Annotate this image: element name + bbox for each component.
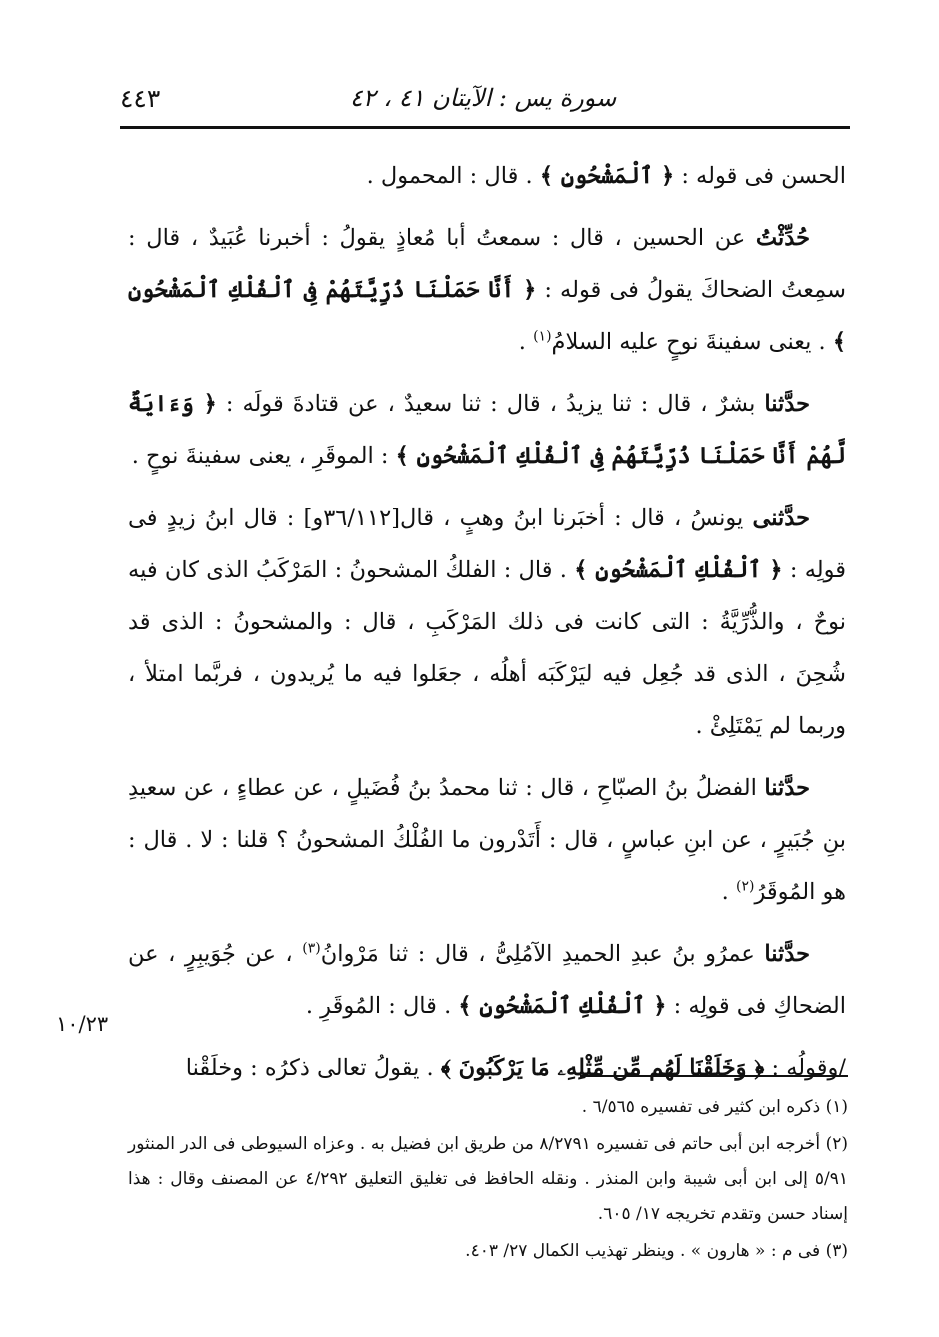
footnote-1: (١) ذكره ابن كثير فى تفسيره ٦/٥٦٥ . — [581, 1097, 848, 1117]
text: : الموقَرِ ، يعنى سفينةَ نوحٍ . — [131, 443, 396, 469]
paragraph-5 — [128, 762, 846, 918]
main-text — [128, 150, 846, 1104]
footnotes — [128, 1090, 848, 1271]
text: عمرُو بنُ عبدِ الحميدِ الآمُلِىُّ ، قال : ثنا مَرْوانُ — [320, 941, 765, 967]
margin-volume-page-note: ١٠/٢٣ — [56, 1012, 109, 1036]
paragraph-6 — [128, 928, 846, 1032]
footnote-2: (٢) أخرجه ابن أبى حاتم فى تفسيره ٨/٢٧٩١ من طريق ابن فضيل به . وعزاه السيوطى فى الدر المنثور ٥/٩١ إلى ابن أبى شيبة وابن المنذر . ونقله الحافظ فى تغليق التعليق ٤/٢٩٢ عن المصنف وقال : هذا إسناد حسن وتقدم تخريجه ١٧/ ٦٠٥. — [128, 1134, 849, 1224]
quran-quote: ﴿ ٱلْمَشْحُونِ ﴾ — [539, 163, 675, 189]
text: الحسن فى قوله : — [674, 163, 846, 189]
footnote-ref[interactable]: (٢) — [735, 878, 755, 895]
quran-quote: ﴿ أَنَّا حَمَلْنَا ذُرِّيَّتَهُمْ فِى ٱلْفُلْكِ ٱلْمَشْحُونِ ﴾ — [128, 277, 846, 355]
text: . يقولُ تعالى ذكرُه : وخلَقْنا — [185, 1055, 441, 1081]
footnote-3: (٣) فى م : « هارون » . وينظر تهذيب الكمال ٢٧/ ٤٠٣. — [465, 1241, 848, 1261]
footnote-ref[interactable]: (٣) — [302, 940, 321, 957]
page-header — [120, 78, 846, 118]
running-title: سورة يس : الآيتان ٤١ ، ٤٢ — [349, 84, 617, 112]
narration-lead: حدَّثنا — [764, 775, 810, 801]
page-number: ٤٤٣ — [120, 84, 161, 113]
text: بشرٌ ، قال : ثنا يزيدُ ، قال : ثنا سعيدٌ ، عن قتادةَ قولَه : — [216, 391, 765, 417]
footnote-ref[interactable]: (١) — [533, 328, 552, 345]
text: . يعنى سفينةَ نوحٍ عليه السلامُ — [551, 329, 833, 355]
paragraph-7 — [128, 1042, 846, 1094]
paragraph-3 — [128, 378, 846, 482]
paragraph-4 — [128, 492, 846, 752]
narration-lead: حدَّثنى — [752, 505, 810, 531]
narration-lead: حُدِّثْتُ — [755, 225, 810, 251]
quran-quote: ﴿ وَءَايَةٌ لَّهُمْ أَنَّا حَمَلْنَا ذُرِّيَّتَهُمْ فِى ٱلْفُلْكِ ٱلْمَشْحُونِ ﴾ — [128, 391, 846, 469]
text: عن الحسين ، قال : سمعتُ أبا مُعاذٍ يقولُ : أخبرنا عُبَيدٌ ، قال : سمِعتُ الضحاكَ يقولُ فى قوله : — [128, 225, 846, 303]
narration-lead: حدَّثنا — [764, 941, 811, 967]
text: ، عن جُوَيبِرٍ ، عن الضحاكِ فى قولِه : — [128, 941, 846, 1019]
paragraph-1 — [128, 150, 846, 202]
text: . قال : الفلكُ المشحونُ : المَرْكَبُ الذى كان فيه نوحٌ ، والذُّرِّيَّةُ : التى كانت فى ذلك المَرْكَبِ ، قال : والمشحونُ : الذى قد شُحِنَ ، الذى قد جُعِل فيه ليَرْكَبَه أهلُه ، جعَلوا فيه ما يُريدون ، فربَّما امتلأ ، وربما لم يَمْتَلِئْ . — [128, 557, 846, 739]
narration-lead: حدَّثنا — [764, 391, 810, 417]
text: يونسُ ، قال : أخبَرنا ابنُ وهبٍ ، قال[٣٦/١١٢و] : قال ابنُ زيدٍ فى قولِه : — [128, 505, 846, 583]
text: /وقولُه : — [764, 1055, 846, 1081]
paragraph-2 — [128, 212, 846, 368]
quran-quote: ﴿ وَخَلَقْنَا لَهُم مِّن مِّثْلِهِۦ مَا يَرْكَبُونَ ﴾ — [440, 1055, 765, 1081]
text: . — [721, 879, 736, 905]
quran-quote: ﴿ ٱلْفُلْكِ ٱلْمَشْحُونِ ﴾ — [574, 557, 783, 583]
header-rule — [120, 126, 850, 129]
text: الفضلُ بنُ الصبّاحِ ، قال : ثنا محمدُ بنُ فُضَيلٍ ، عن عطاءٍ ، عن سعيدِ بنِ جُبَيرٍ ، عن ابنِ عباسٍ ، قال : أَتَدْرون ما الفُلْكُ المشحونُ ؟ قلنا : لا . قال : هو المُوقَرُ — [128, 775, 846, 905]
text: . قال : المُوقَرِ . — [305, 993, 459, 1019]
text: . قال : المحمول . — [366, 163, 540, 189]
footnote-rule — [580, 1075, 848, 1077]
text: . — [518, 329, 534, 355]
quran-quote: ﴿ ٱلْفُلْكِ ٱلْمَشْحُونِ ﴾ — [458, 993, 667, 1019]
